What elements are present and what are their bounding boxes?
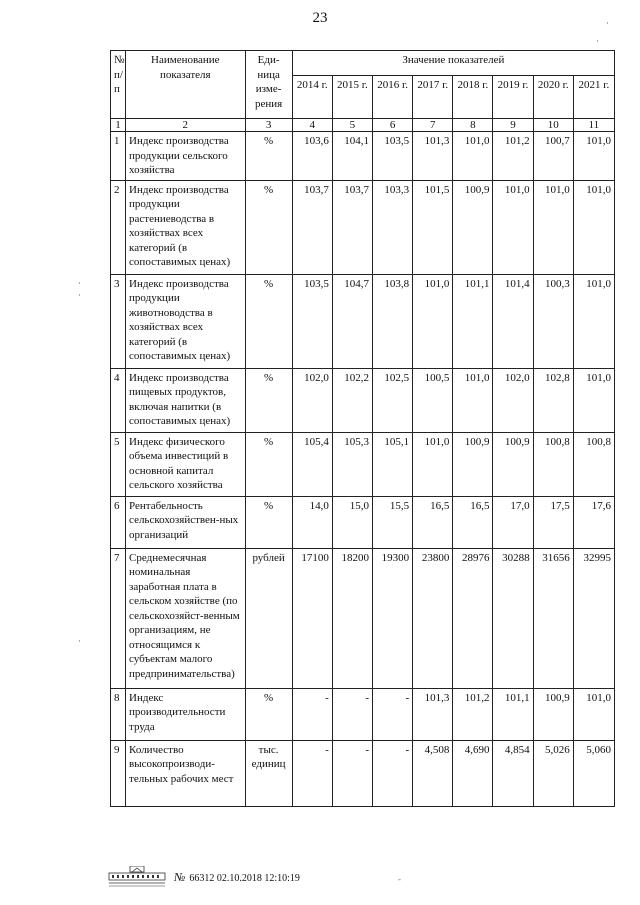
indicator-unit: % (245, 688, 292, 740)
indicator-unit: % (245, 274, 292, 368)
table-row (111, 132, 615, 181)
table-row (111, 740, 615, 806)
seal-emblem-icon (108, 866, 166, 888)
indicator-value: 102,0 (493, 368, 533, 432)
scan-mark: · (596, 36, 599, 46)
indicator-value: 101,0 (493, 180, 533, 274)
indicator-value: 105,1 (373, 432, 413, 496)
margin-mark: · (78, 278, 81, 288)
header-year: 2015 г. (332, 76, 372, 119)
column-number: 11 (573, 119, 614, 132)
indicator-value: 103,5 (373, 132, 413, 181)
indicator-value: 5,026 (533, 740, 573, 806)
indicator-value: 101,0 (413, 432, 453, 496)
indicator-value: 101,0 (453, 368, 493, 432)
indicator-value: 101,3 (413, 688, 453, 740)
indicator-unit: % (245, 368, 292, 432)
indicator-unit: % (245, 432, 292, 496)
indicator-value: 100,7 (533, 132, 573, 181)
row-number: 1 (111, 132, 126, 181)
table-row (111, 432, 615, 496)
indicator-name: Индекс производства продукции животноводства в хозяйствах всех категорий (в сопоставимых ценах) (126, 274, 245, 368)
indicator-value: 100,8 (533, 432, 573, 496)
indicator-value: 17,5 (533, 496, 573, 548)
row-number: 2 (111, 180, 126, 274)
indicator-value: - (292, 688, 332, 740)
header-year: 2020 г. (533, 76, 573, 119)
header-year: 2019 г. (493, 76, 533, 119)
table-row (111, 496, 615, 548)
header-year: 2014 г. (292, 76, 332, 119)
indicator-value: 100,8 (573, 432, 614, 496)
header-values-group: Значение показателей (292, 51, 614, 76)
column-number: 3 (245, 119, 292, 132)
indicator-value: 102,5 (373, 368, 413, 432)
indicator-value: 103,5 (292, 274, 332, 368)
indicator-unit: тыс. единиц (245, 740, 292, 806)
column-number: 2 (126, 119, 245, 132)
indicator-value: 104,7 (332, 274, 372, 368)
indicator-unit: рублей (245, 548, 292, 688)
indicator-unit: % (245, 180, 292, 274)
indicator-value: 103,6 (292, 132, 332, 181)
indicator-value: - (292, 740, 332, 806)
page-number: 23 (312, 10, 328, 26)
column-number: 4 (292, 119, 332, 132)
header-year: 2016 г. (373, 76, 413, 119)
indicator-value: 101,1 (453, 274, 493, 368)
indicator-value: 16,5 (453, 496, 493, 548)
indicator-value: 105,3 (332, 432, 372, 496)
indicator-value: 100,9 (453, 180, 493, 274)
indicator-value: 101,2 (493, 132, 533, 181)
column-number: 10 (533, 119, 573, 132)
indicator-value: 32995 (573, 548, 614, 688)
column-numbers-row (111, 119, 615, 132)
indicator-value: 103,8 (373, 274, 413, 368)
indicator-value: 103,7 (332, 180, 372, 274)
indicator-value: 17,0 (493, 496, 533, 548)
indicator-value: 101,0 (573, 132, 614, 181)
indicator-value: 101,4 (493, 274, 533, 368)
indicator-value: 18200 (332, 548, 372, 688)
column-number: 5 (332, 119, 372, 132)
footer-registration (174, 870, 300, 885)
indicator-value: 4,854 (493, 740, 533, 806)
table-row (111, 688, 615, 740)
indicator-name: Рентабельность сельскохозяйствен-ных организаций (126, 496, 245, 548)
column-number: 6 (373, 119, 413, 132)
indicator-value: 105,4 (292, 432, 332, 496)
row-number: 3 (111, 274, 126, 368)
header-name: Наименование показателя (126, 51, 245, 119)
footer-registration-text: 66312 02.10.2018 12:10:19 (189, 873, 300, 884)
row-number: 5 (111, 432, 126, 496)
indicator-value: 100,9 (493, 432, 533, 496)
table-header-row (111, 51, 615, 76)
indicator-value: 104,1 (332, 132, 372, 181)
column-number: 1 (111, 119, 126, 132)
indicator-unit: % (245, 496, 292, 548)
indicator-value: - (332, 740, 372, 806)
indicator-value: 17,6 (573, 496, 614, 548)
indicator-name: Индекс производства продукции сельского хозяйства (126, 132, 245, 181)
indicator-value: 103,3 (373, 180, 413, 274)
row-number: 8 (111, 688, 126, 740)
row-number: 6 (111, 496, 126, 548)
indicator-value: 100,9 (533, 688, 573, 740)
indicators-table (110, 50, 615, 807)
margin-mark: · (78, 290, 81, 300)
footer-number-symbol: № (174, 870, 186, 884)
indicator-value: 17100 (292, 548, 332, 688)
row-number: 9 (111, 740, 126, 806)
indicator-value: - (373, 688, 413, 740)
indicator-value: 100,5 (413, 368, 453, 432)
indicator-value: - (373, 740, 413, 806)
indicator-value: 4,508 (413, 740, 453, 806)
indicator-value: 101,0 (573, 180, 614, 274)
column-number: 9 (493, 119, 533, 132)
indicator-value: 100,9 (453, 432, 493, 496)
header-year: 2021 г. (573, 76, 614, 119)
indicator-value: 31656 (533, 548, 573, 688)
indicator-value: 5,060 (573, 740, 614, 806)
indicator-name: Количество высокопроизводи-тельных рабочих мест (126, 740, 245, 806)
indicator-value: 101,3 (413, 132, 453, 181)
indicator-name: Индекс физического объема инвестиций в основной капитал сельского хозяйства (126, 432, 245, 496)
table-row (111, 180, 615, 274)
indicator-value: 16,5 (413, 496, 453, 548)
indicator-value: 101,0 (573, 274, 614, 368)
indicator-value: 102,2 (332, 368, 372, 432)
margin-mark: · (78, 636, 81, 646)
indicator-value: 28976 (453, 548, 493, 688)
header-num: № п/п (111, 51, 126, 119)
indicator-value: 102,0 (292, 368, 332, 432)
table-row (111, 368, 615, 432)
header-unit: Еди- ница изме- рения (245, 51, 292, 119)
row-number: 4 (111, 368, 126, 432)
indicator-value: 101,0 (533, 180, 573, 274)
indicator-value: 101,0 (413, 274, 453, 368)
indicator-value: 101,2 (453, 688, 493, 740)
table-row (111, 548, 615, 688)
indicator-value: 4,690 (453, 740, 493, 806)
indicator-name: Индекс производства пищевых продуктов, включая напитки (в сопоставимых ценах) (126, 368, 245, 432)
indicator-value: 100,3 (533, 274, 573, 368)
indicator-name: Индекс производительности труда (126, 688, 245, 740)
indicator-value: 103,7 (292, 180, 332, 274)
indicator-value: 14,0 (292, 496, 332, 548)
indicator-value: 101,5 (413, 180, 453, 274)
indicator-value: 15,5 (373, 496, 413, 548)
header-year: 2018 г. (453, 76, 493, 119)
header-year: 2017 г. (413, 76, 453, 119)
indicator-value: 19300 (373, 548, 413, 688)
indicator-value: 30288 (493, 548, 533, 688)
scan-mark: · (606, 18, 609, 28)
column-number: 8 (453, 119, 493, 132)
indicator-value: - (332, 688, 372, 740)
indicator-name: Индекс производства продукции растениеводства в хозяйствах всех категорий (в сопоставимых ценах) (126, 180, 245, 274)
table-row (111, 274, 615, 368)
indicator-value: 101,0 (453, 132, 493, 181)
row-number: 7 (111, 548, 126, 688)
indicator-value: 102,8 (533, 368, 573, 432)
column-number: 7 (413, 119, 453, 132)
indicator-value: 101,0 (573, 368, 614, 432)
indicator-value: 23800 (413, 548, 453, 688)
indicator-name: Среднемесячная номинальная заработная плата в сельском хозяйстве (по сельскохозяйст-венным организациям, не относящимся к субъектам малого предпринимательства) (126, 548, 245, 688)
indicator-value: 15,0 (332, 496, 372, 548)
indicator-value: 101,0 (573, 688, 614, 740)
indicator-unit: % (245, 132, 292, 181)
scan-mark: - (398, 874, 401, 884)
indicator-value: 101,1 (493, 688, 533, 740)
